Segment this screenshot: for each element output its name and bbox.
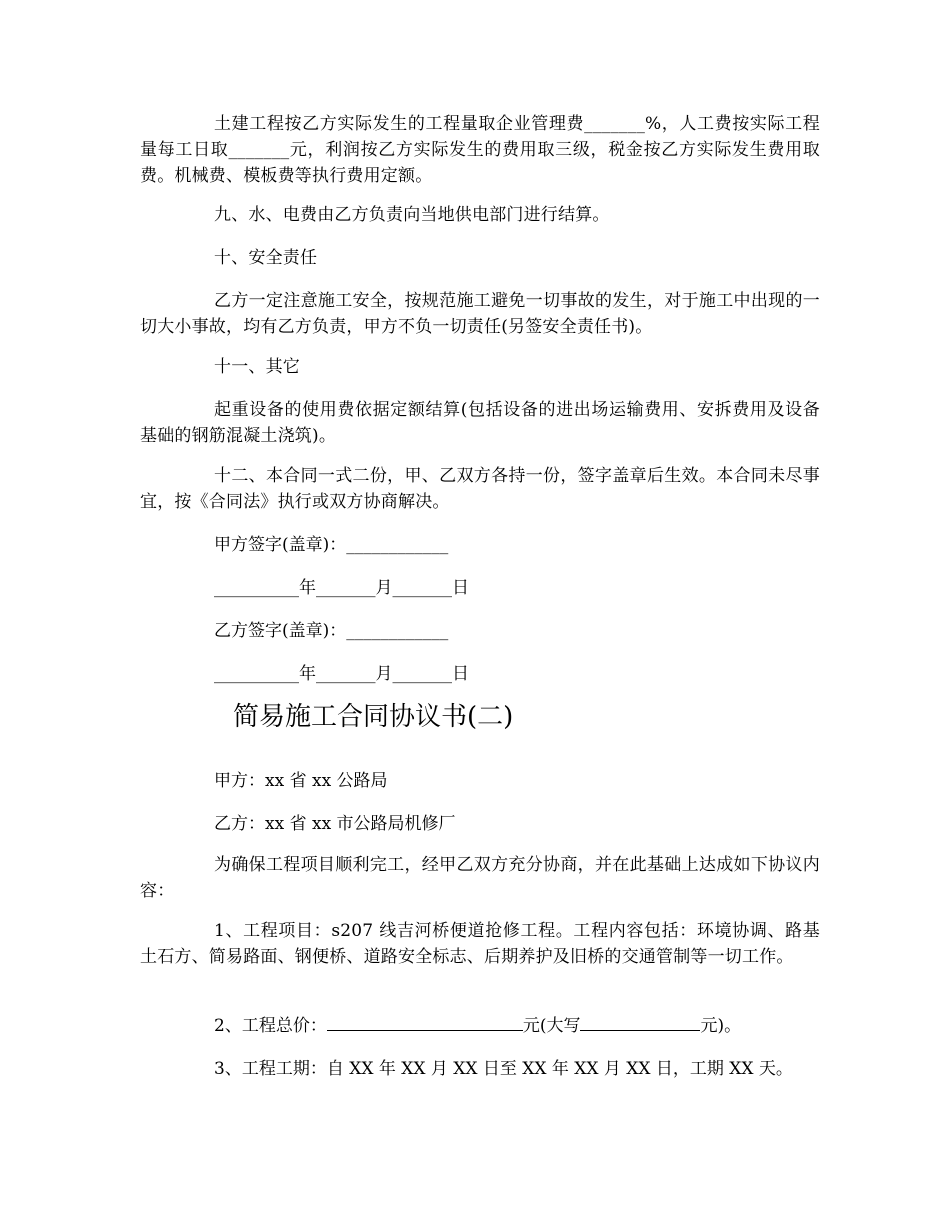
price-in-words-blank	[580, 1013, 700, 1031]
contract-two-title: 简易施工合同协议书(二)	[233, 702, 514, 732]
party-a-signature-line: 甲方签字(盖章)：____________	[214, 535, 449, 555]
item-3-duration: 3、工程工期：自 XX 年 XX 月 XX 日至 XX 年 XX 月 XX 日，工期 XX 天。	[214, 1059, 793, 1079]
fees-paragraph: 土建工程按乙方实际发生的工程量取企业管理费_______%，人工费按实际工程量每工日取_______元，利润按乙方实际发生的费用取三级，税金按乙方实际发生费用取费。机械费、模板费等执行费用定额。	[140, 114, 820, 186]
agreement-intro: 为确保工程项目顺利完工，经甲乙双方充分协商，并在此基础上达成如下协议内容：	[140, 855, 820, 901]
item-2-mid: 元(大写	[522, 1016, 581, 1036]
other-heading: 十一、其它	[214, 357, 300, 377]
utilities-clause: 九、水、电费由乙方负责向当地供电部门进行结算。	[214, 205, 610, 225]
party-a-date-line: __________年_______月_______日	[214, 578, 469, 598]
other-paragraph: 起重设备的使用费依据定额结算(包括设备的进出场运输费用、安拆费用及设备基础的钢筋混凝土浇筑)。	[140, 400, 820, 446]
copies-paragraph: 十二、本合同一式二份，甲、乙双方各持一份，签字盖章后生效。本合同未尽事宜，按《合同法》执行或双方协商解决。	[140, 466, 820, 512]
item-1-project: 1、工程项目：s207 线吉河桥便道抢修工程。工程内容包括：环境协调、路基土石方、简易路面、钢便桥、道路安全标志、后期养护及旧桥的交通管制等一切工作。	[140, 921, 820, 967]
safety-heading: 十、安全责任	[214, 248, 318, 268]
party-b-name: 乙方：xx 省 xx 市公路局机修厂	[214, 814, 456, 834]
item-2-total-price	[214, 1013, 741, 1039]
item-2-prefix: 2、工程总价：	[214, 1016, 327, 1036]
item-2-suffix: 元)。	[700, 1016, 742, 1036]
party-a-name: 甲方：xx 省 xx 公路局	[214, 771, 388, 791]
party-b-signature-line: 乙方签字(盖章)：____________	[214, 621, 449, 641]
safety-paragraph: 乙方一定注意施工安全，按规范施工避免一切事故的发生，对于施工中出现的一切大小事故，均有乙方负责，甲方不负一切责任(另签安全责任书)。	[140, 291, 820, 337]
party-b-date-line: __________年_______月_______日	[214, 664, 469, 684]
total-price-blank	[327, 1013, 523, 1031]
